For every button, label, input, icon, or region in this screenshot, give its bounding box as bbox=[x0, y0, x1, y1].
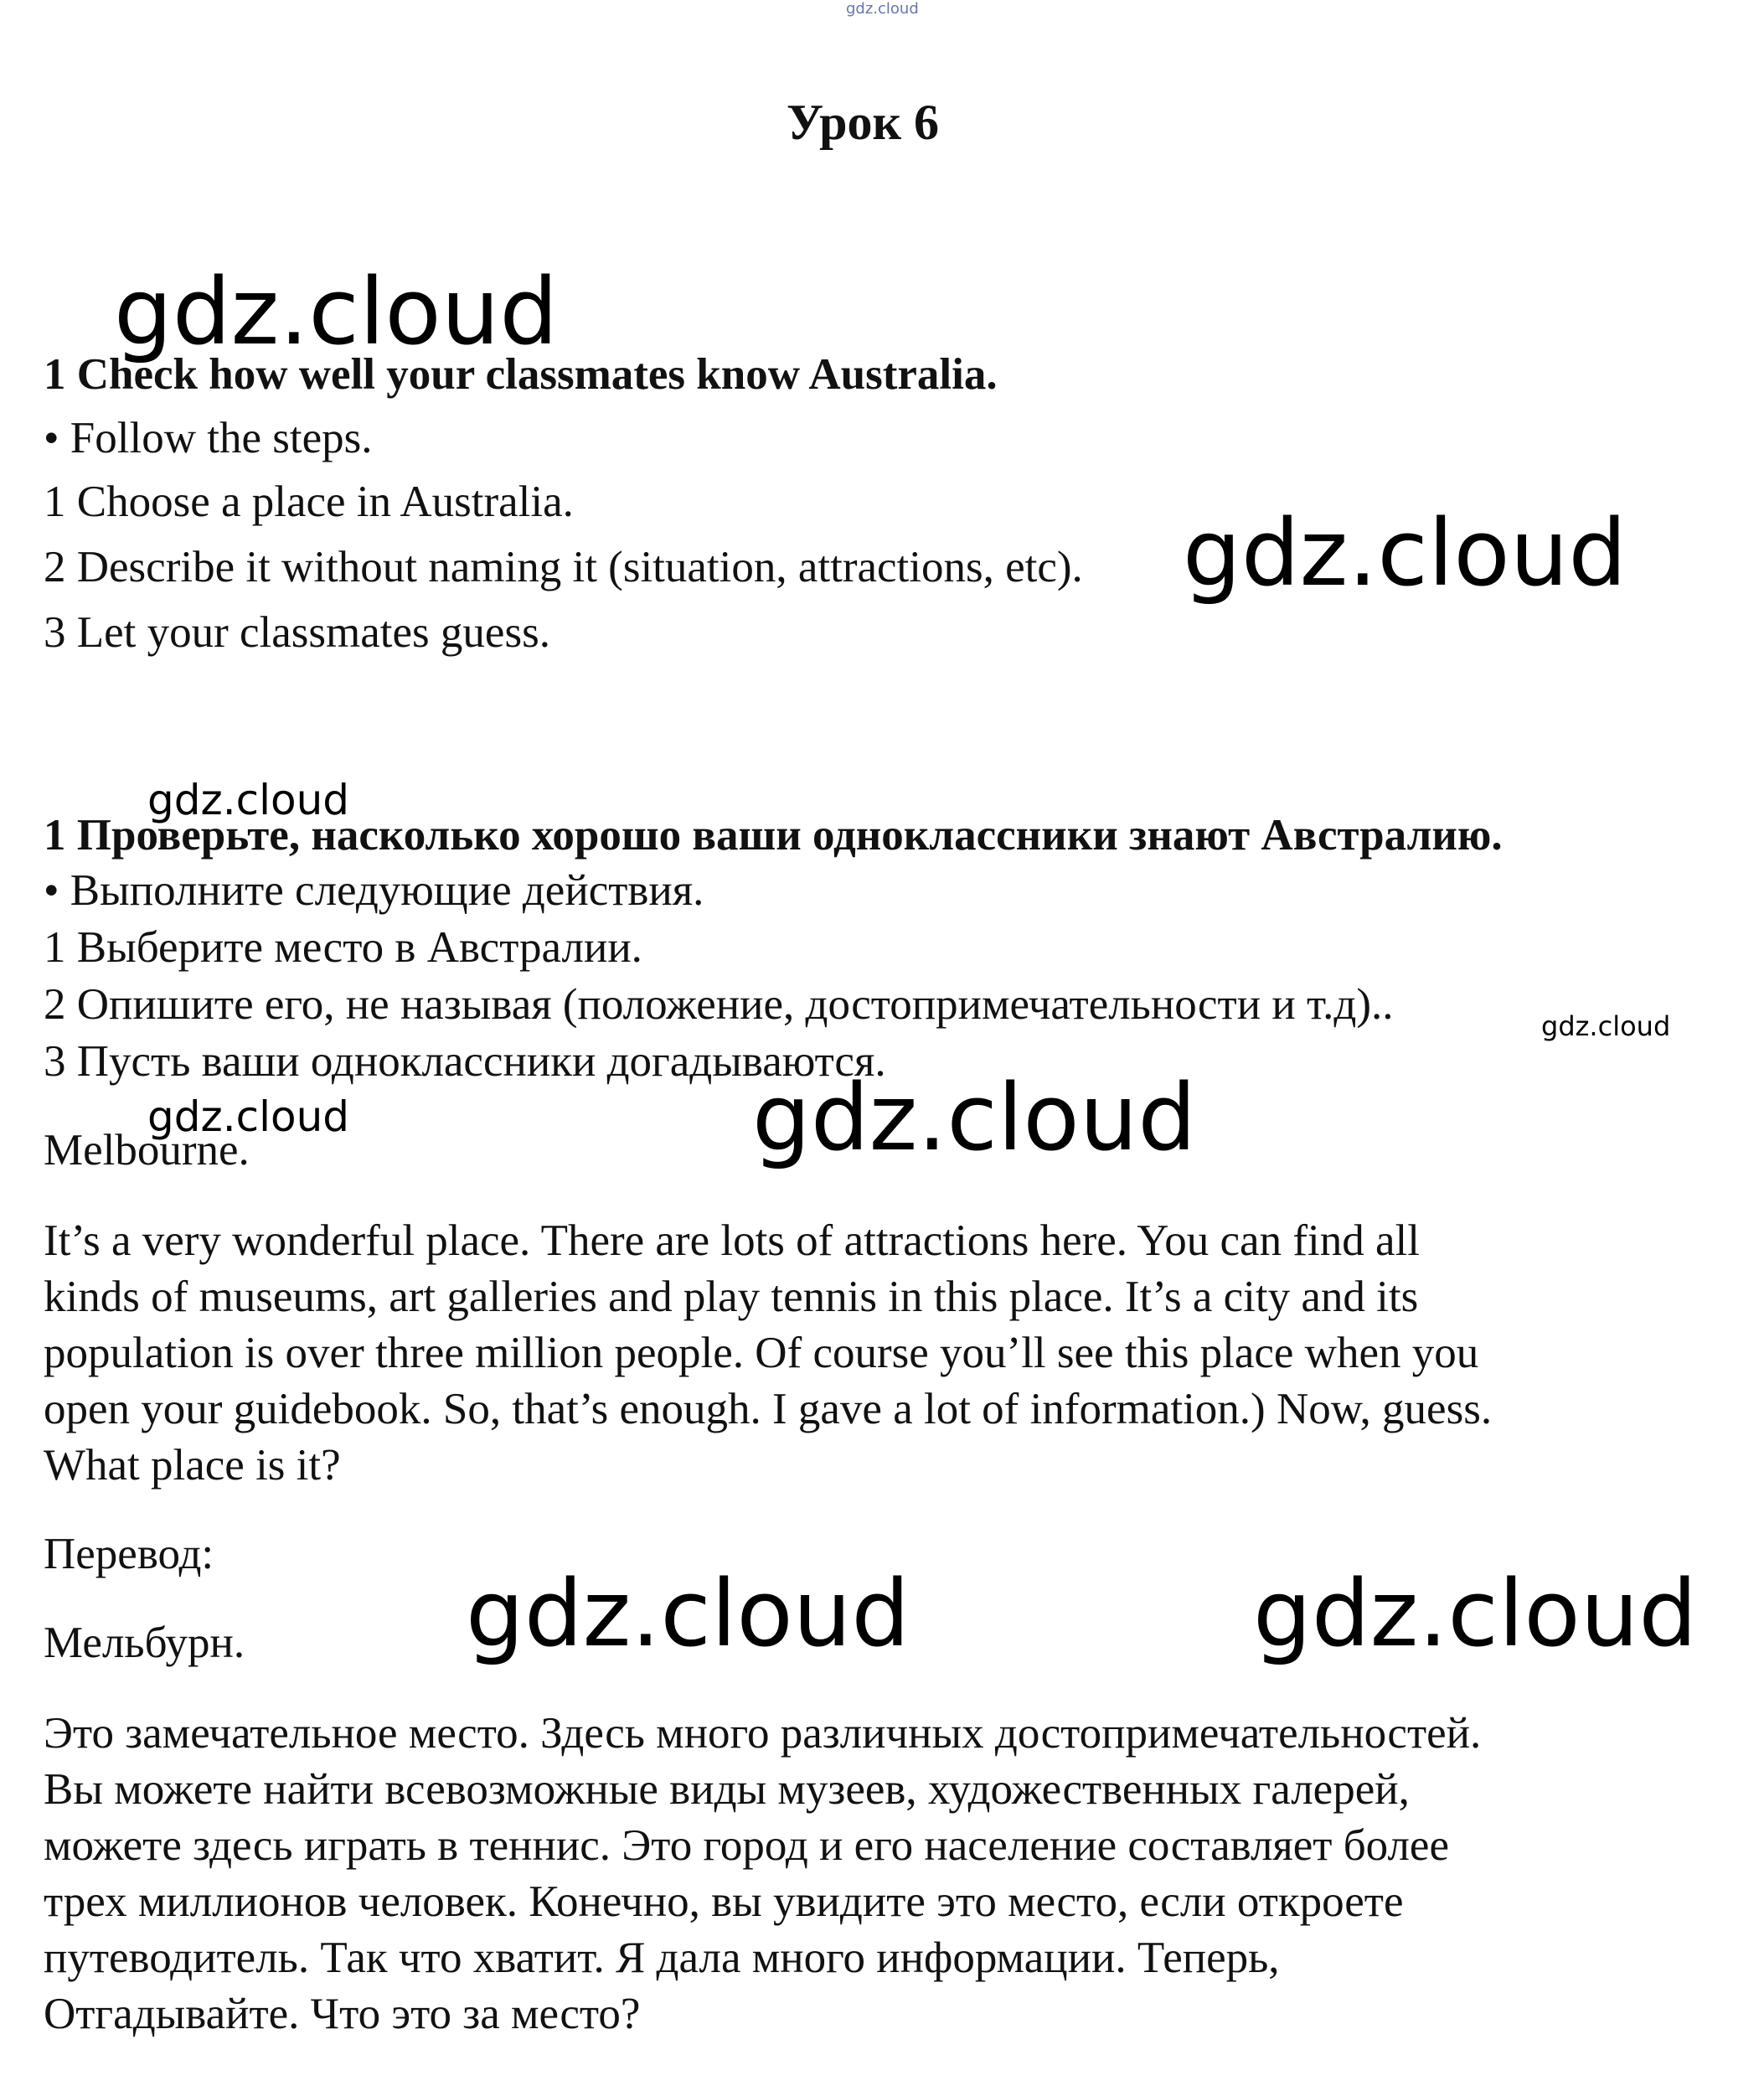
russian-step-1: 1 Выберите место в Австралии. bbox=[44, 923, 642, 972]
english-task-heading: 1 Check how well your classmates know Australia. bbox=[44, 350, 998, 399]
watermark: gdz.cloud bbox=[147, 776, 350, 824]
answer-place: Melbourne. bbox=[44, 1126, 250, 1175]
page-title: Урок 6 bbox=[786, 95, 940, 150]
answer-line-5: What place is it? bbox=[44, 1441, 341, 1490]
russian-task-bullet: • Выполните следующие действия. bbox=[44, 866, 704, 915]
answer-line-3: population is over three million people. Of course you’ll see this place when you bbox=[44, 1329, 1479, 1377]
russian-step-3: 3 Пусть ваши одноклассники догадываются. bbox=[44, 1037, 886, 1086]
watermark: gdz.cloud bbox=[1541, 1010, 1671, 1042]
english-step-3: 3 Let your classmates guess. bbox=[44, 608, 550, 657]
english-step-2: 2 Describe it without naming it (situation, attractions, etc). bbox=[44, 543, 1083, 591]
watermark: gdz.cloud bbox=[147, 1092, 350, 1141]
answer-line-1: It’s a very wonderful place. There are lots of attractions here. You can find all bbox=[44, 1216, 1420, 1265]
answer-line-4: open your guidebook. So, that’s enough. I gave a lot of information.) Now, guess. bbox=[44, 1385, 1493, 1433]
russian-task-heading: 1 Проверьте, насколько хорошо ваши одноклассники знают Австралию. bbox=[44, 811, 1503, 860]
translation-line-2: Вы можете найти всевозможные виды музеев, художественных галерей, bbox=[44, 1765, 1410, 1814]
english-task-bullet: • Follow the steps. bbox=[44, 414, 373, 462]
watermark: gdz.cloud bbox=[846, 2063, 919, 2080]
english-step-1: 1 Choose a place in Australia. bbox=[44, 478, 574, 526]
watermark: gdz.cloud bbox=[752, 1064, 1197, 1171]
russian-step-2: 2 Опишите его, не называя (положение, достопримечательности и т.д).. bbox=[44, 980, 1394, 1029]
translation-line-4: трех миллионов человек. Конечно, вы увидите это место, если откроете bbox=[44, 1877, 1404, 1926]
translation-line-1: Это замечательное место. Здесь много различных достопримечательностей. bbox=[44, 1709, 1482, 1758]
answer-line-2: kinds of museums, art galleries and play tennis in this place. It’s a city and its bbox=[44, 1273, 1419, 1321]
translation-line-6: Отгадывайте. Что это за место? bbox=[44, 1990, 641, 2038]
watermark: gdz.cloud bbox=[1183, 499, 1627, 607]
header-watermark: gdz.cloud bbox=[846, 0, 919, 18]
watermark: gdz.cloud bbox=[466, 1560, 910, 1667]
translation-line-5: путеводитель. Так что хватит. Я дала много информации. Теперь, bbox=[44, 1934, 1280, 1982]
translation-line-3: можете здесь играть в теннис. Это город и его население составляет более bbox=[44, 1821, 1449, 1870]
watermark: gdz.cloud bbox=[114, 258, 559, 365]
translation-label: Перевод: bbox=[44, 1530, 214, 1578]
translation-place: Мельбурн. bbox=[44, 1619, 245, 1667]
watermark: gdz.cloud bbox=[1253, 1560, 1698, 1667]
